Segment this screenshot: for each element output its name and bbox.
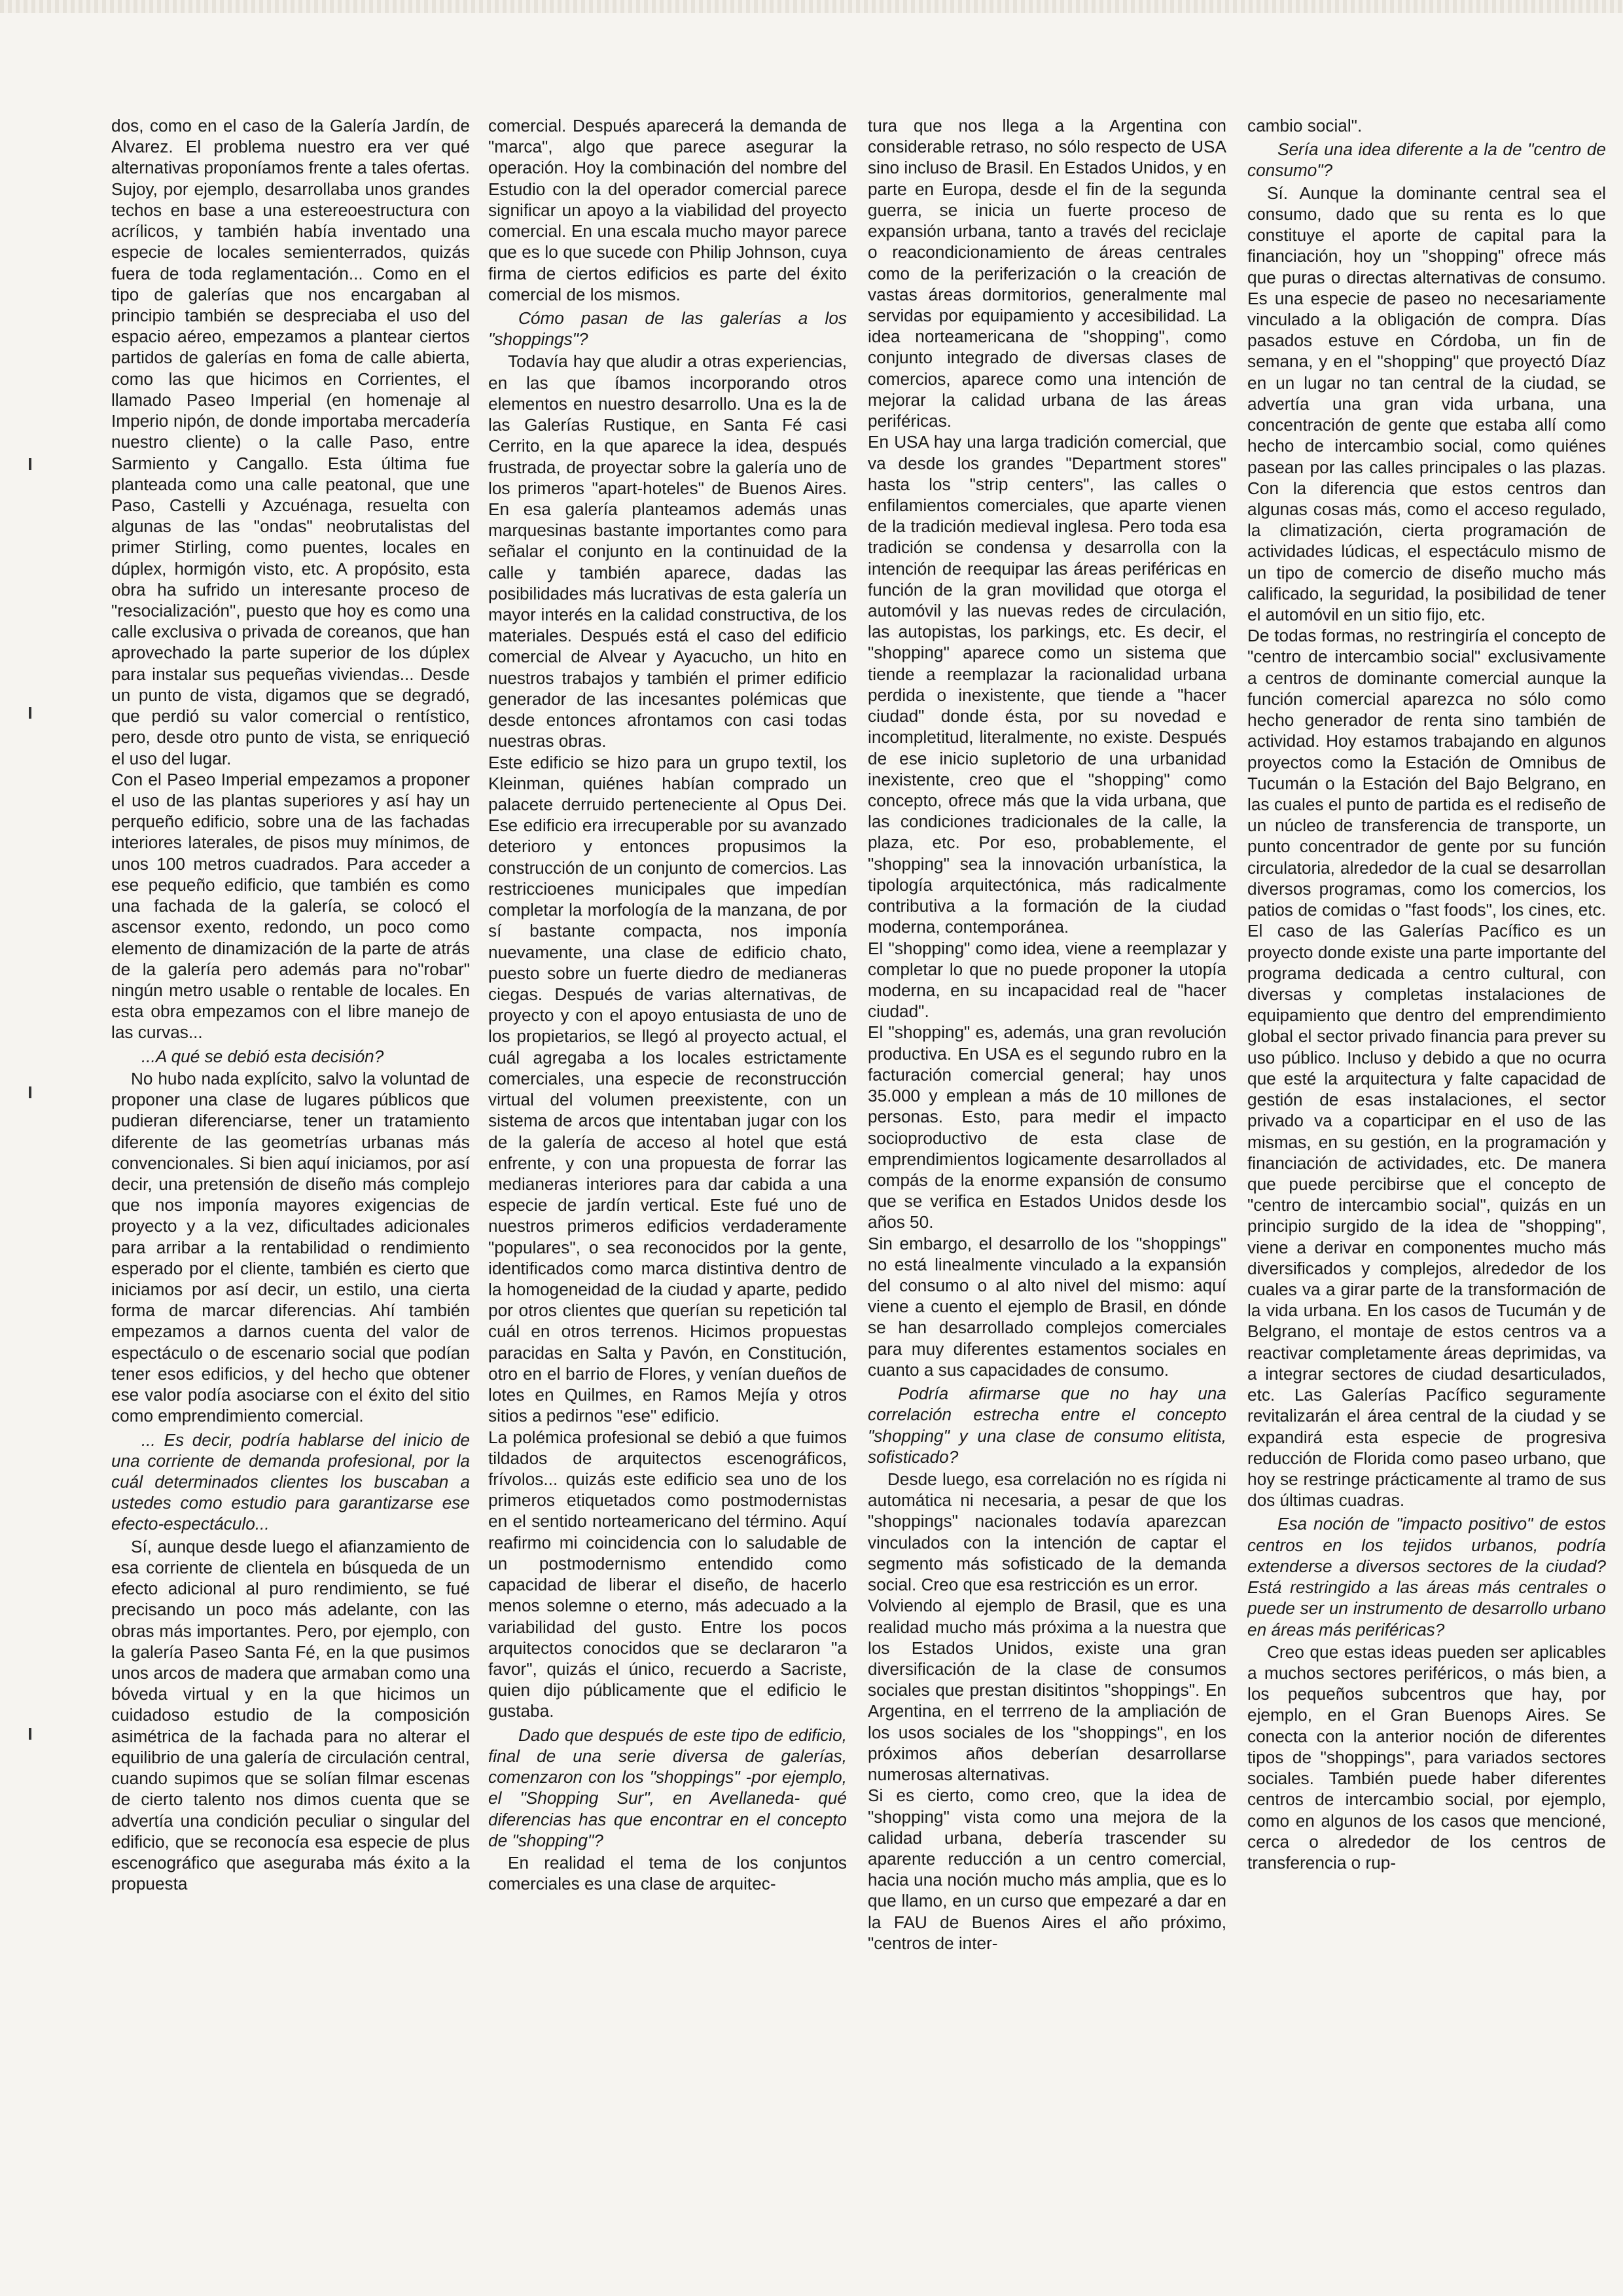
body-paragraph: Con el Paseo Imperial empezamos a proponer el uso de las plantas superiores y así hay un perqueño edificio, sobre una de las fachadas interiores laterales, de pisos muy mínimos, de unos 100 metros cuadrados. Para acceder a ese pequeño edificio, que también es como una fachada de la galería, se colocó el ascensor exento, redondo, un poco como elemento de dinamización de la parte de atrás de la galería pero además para no"robar" ningún metro usable o rentable de locales. En esta obra empezamos con el libre manejo de las curvas... [111,769,470,1043]
interview-question: Podría afirmarse que no hay una correlación estrecha entre el concepto "shopping" y una clase de consumo elitista, sofisticado? [868,1384,1226,1467]
body-paragraph: dos, como en el caso de la Galería Jardín, de Alvarez. El problema nuestro era ver qué alternativas proponíamos frente a tales ofertas. Sujoy, por ejemplo, desarrollaba unos grandes techos en base a una estereoestructura con acrílicos, y también había inventado una especie de locales semienterrados, quizás fuera de toda reglamentación... Como en el tipo de galerías que nos encargaban al principio también se despreciaba el uso del espacio aéreo, empezamos a plantear ciertos partidos de galerías en foma de calle abierta, como las que hicimos en Corrientes, el llamado Paseo Imperial (en homenaje al Imperio nipón, de donde importaba mercadería nuestro cliente) o la calle Paso, entre Sarmiento y Cangallo. Esta última fue planteada como una calle peatonal, que une Paso, Castelli y Azcuénaga, resuelta con algunas de las "ondas" neobrutalistas del primer Stirling, como puentes, locales en dúplex, hormigón visto, etc. A propósito, esta obra ha sufrido un interesante proceso de "resocialización", puesto que hoy es como una calle exclusiva o privada de coreanos, que han aprovechado la parte superior de los dúplex para instalar sus pequeñas viviendas... Desde un punto de vista, digamos que se degradó, que perdió su valor comercial o rentístico, pero, desde otro punto de vista, se enriqueció el uso del lugar. [111,116,470,768]
body-paragraph: Creo que estas ideas pueden ser aplicables a muchos sectores periféricos, o más bien, a los pequeños subcentros que hay, por ejemplo, en el Gran Buenops Aires. Se conecta con la anterior noción de diferentes tipos de "shoppings", para variados sectores sociales. También puede haber diferentes centros de intercambio social, por ejemplo, como en algunos de los casos que mencioné, cerca o alrededor de los centros de transferencia o rup- [1247,1641,1606,1873]
body-paragraph: De todas formas, no restringiría el concepto de "centro de intercambio social" exclusivamente a centros de dominante comercial aunque la función comercial aparezca no sólo como hecho generador de renta sino también de actividad. Hoy estamos trabajando en algunos proyectos como la Estación de Omnibus de Tucumán o la Estación del Bajo Belgrano, en las cuales el punto de partida es el rediseño de un núcleo de transferencia de transporte, un punto concentrador de gente por su función circulatoria, alrededor de la cual se desarrollan diversos programas, como los comercios, los patios de comidas o "fast foods", los cines, etc. El caso de las Galerías Pacífico es un proyecto donde existe una parte importante del programa dedicada a centro cultural, con diversas y completas instalaciones de equipamiento que dentro del emprendimiento global el sector privado financia para prever su uso público. Incluso y debido a que no ocurra que esté la arquitectura y falte capacidad de gestión de esas instalaciones, el sector privado va a coparticipar en el uso de las mismas, en su gestión, en la programación y financiación de actividades, etc. De manera que puede percibirse que el concepto de "centro de intercambio social", quizás en un principio surgido de la idea de "shopping", viene a derivar en componentes mucho más diversificados y complejos, alrededor de los cuales va a girar parte de la transformación de la vida urbana. En los casos de Tucumán y de Belgrano, el montaje de estos centros va a reactivar completamente áreas deprimidas, va a integrar sectores de ciudad desarticulados, etc. Las Galerías Pacífico seguramente revitalizarán el área central de la ciudad y se expandirá esta especie de progresiva reducción de Florida como paseo urbano, que hoy se restringe prácticamente al tramo de sus dos últimas cuadras. [1247,626,1606,1511]
body-paragraph: Sí. Aunque la dominante central sea el consumo, dado que su renta es lo que constituye el aporte de capital para la financiación, hoy un "shopping" ofrece más que puras o directas alternativas de consumo. Es una especie de paseo no necesariamente vinculado a la obligación de compra. Días pasados estuve en Córdoba, un fin de semana, y en el "shopping" que proyectó Díaz en un lugar no tan central de la ciudad, se advertía una gran vida urbana, una concentración de gente que estaba allí como hecho de intercambio social, como quiénes pasean por las calles principales o las plazas. Con la diferencia que estos centros dan algunas cosas más, como el acceso regulado, la climatización, cierta programación de actividades lúdicas, el espectáculo mismo de un tipo de comercio de diseño mucho más calificado, la seguridad, la posibilidad de tener el automóvil en un sitio fijo, etc. [1247,183,1606,625]
body-paragraph: Desde luego, esa correlación no es rígida ni automática ni necesaria, a pesar de que los "shoppings" nacionales todavía aparezcan vinculados con la intención de captar el segmento más sofisticado de la demanda social. Creo que esa restricción es un error. [868,1469,1226,1595]
text-column-3 [868,115,1226,2249]
body-paragraph: comercial. Después aparecerá la demanda de "marca", algo que parece asegurar la operación. Hoy la combinación del nombre del Estudio con la del operador comercial parece significar un apoyo a la viabilidad del proyecto comercial. En una escala mucho mayor parece que es lo que sucede con Philip Johnson, cuya firma de ciertos edificios es parte del éxito comercial de los mismos. [488,116,847,304]
interview-question: ... Es decir, podría hablarse del inicio de una corriente de demanda profesional, por la cuál determinados clientes los buscaban a ustedes como estudio para garantizarse ese efecto-espectáculo... [111,1429,470,1534]
text-column-4 [1247,115,1606,2249]
interview-question: Esa noción de "impacto positivo" de estos centros en los tejidos urbanos, podría extenderse a diversos sectores de la ciudad? Está restringido a las áreas más centrales o puede ser un instrumento de desarrollo urbano en áreas más periféricas? [1247,1514,1606,1640]
body-paragraph: En realidad el tema de los conjuntos comerciales es una clase de arquitec- [488,1852,847,1894]
text-column-1 [111,115,470,2249]
body-paragraph: tura que nos llega a la Argentina con considerable retraso, no sólo respecto de USA sino incluso de Brasil. En Estados Unidos, y en parte en Europa, desde el fin de la segunda guerra, se inicia un fuerte proceso de expansión urbana, tanto a través del reciclaje o reacondicionamiento de áreas centrales como de la periferización o la creación de vastas áreas dormitorios, generalmente mal servidas por equipamiento y accesibilidad. La idea norteamericana de "shopping", como conjunto integrado de diversas clases de comercios, aparece como una intención de mejorar la calidad urbana de las áreas periféricas. [868,116,1226,431]
body-paragraph: Este edificio se hizo para un grupo textil, los Kleinman, quiénes habían comprado un palacete derruido perteneciente al Opus Dei. Ese edificio era irrecuperable por su avanzado deterioro y entonces propusimos la construcción de un conjunto de comercios. Las restriccioenes municipales que impedían completar la morfología de la manzana, de por sí bastante compacta, nos imponía nuevamente, una clase de edificio chato, puesto sobre un fuerte diedro de medianeras ciegas. Después de varias alternativas, de proyecto y con el apoyo entusiasta de uno de los propietarios, se llegó al proyecto actual, el cuál agregaba a los locales estrictamente comerciales, una especie de reconstrucción virtual del volumen preexistente, con un sistema de arcos que intentaban jugar con los de la galería de acceso al hotel que está enfrente, y con una propuesta de forrar las medianeras interiores para dar cabida a una especie de jardín vertical. Este fué uno de nuestros primeros edificios verdaderamente "populares", o sea reconocidos por la gente, identificados como marca distintiva dentro de la homogeneidad de la ciudad y aparte, pedido por otros clientes que querían su repetición tal cuál en otros terrenos. Hicimos propuestas paracidas en Salta y Pavón, en Constitución, otro en el barrio de Flores, y venían dueños de lotes en Quilmes, en Ramos Mejía y otros sitios a pedirnos "ese" edificio. [488,752,847,1426]
margin-mark [29,458,31,470]
page-top-edge [0,0,1623,13]
margin-mark [29,1728,31,1740]
body-paragraph: Si es cierto, como creo, que la idea de "shopping" vista como una mejora de la calidad urbana, debería trascender su aparente reducción a un centro comercial, hacia una noción mucho más amplia, que es lo que llamo, en un curso que empezaré a dar en la FAU de Buenos Aires el año próximo, "centros de inter- [868,1785,1226,1953]
margin-mark [29,707,31,719]
interview-question: Dado que después de este tipo de edificio, final de una serie diversa de galerías, comenzaron con los "shoppings" -por ejemplo, el "Shopping Sur", en Avellaneda- qué diferencias has que encontrar en el concepto de "shopping"? [488,1725,847,1850]
body-paragraph: No hubo nada explícito, salvo la voluntad de proponer una clase de lugares públicos que pudieran diferenciarse, tener un tratamiento diferente de las geometrías urbanas más convencionales. Si bien aquí iniciamos, por así decir, una pretensión de diseño más complejo que nos imponía mayores exigencias de proyecto y a la vez, dificultades adicionales para arribar a la rentabilidad o rendimiento esperado por el cliente, también es cierto que iniciamos por así decir, un estilo, una cierta forma de marcar diferencias. Ahí también empezamos a darnos cuenta del valor de espectáculo o de escenario social que podían tener esos edificios, y del hecho que obtener ese valor podía asociarse con el éxito del sitio como emprendimiento comercial. [111,1068,470,1426]
body-paragraph: El "shopping" es, además, una gran revolución productiva. En USA es el segundo rubro en la facturación comercial general; hay unos 35.000 y emplean a más de 10 millones de personas. Esto, para medir el impacto socioproductivo de esta clase de emprendimientos logicamente desarrollados al compás de la enorme expansión de consumo que se verifica en Estados Unidos desde los años 50. [868,1022,1226,1232]
body-paragraph: Sin embargo, el desarrollo de los "shoppings" no está linealmente vinculado a la expansión del consumo o al alto nivel del mismo: aquí viene a cuento el ejemplo de Brasil, en dónde se han desarrollado complejos comerciales para muy diferentes estamentos sociales en cuanto a sus capacidades de consumo. [868,1233,1226,1380]
body-paragraph: Volviendo al ejemplo de Brasil, que es una realidad mucho más próxima a la nuestra que los Estados Unidos, existe una gran diversificación de la clase de consumos sociales que prestan disitintos "shoppings". En Argentina, en el terrreno de la ampliación de los usos sociales de los "shoppings", en los próximos años deberían desarrollarse numerosas alternativas. [868,1596,1226,1785]
body-paragraph: Sí, aunque desde luego el afianzamiento de esa corriente de clientela en búsqueda de un efecto adicional al puro rendimiento, se fué precisando un poco más adelante, con las obras más importantes. Pero, por ejemplo, con la galería Paseo Santa Fé, en la que pusimos unos arcos de madera que armaban como una bóveda virtual y en la que hicimos un cuidadoso estudio de la composición asimétrica de la fachada para no alterar el equilibrio de una galería de circulación central, cuando supimos que se solían filmar escenas de cierto talento nos dimos cuenta que se advertía una condición peculiar o singular del edificio, que se reconocía esa especie de plus escenográfico que aseguraba más éxito a la propuesta [111,1536,470,1894]
body-paragraph: El "shopping" como idea, viene a reemplazar y completar lo que no puede proponer la utopía moderna, en su incapacidad real de "hacer ciudad". [868,938,1226,1022]
interview-question: ...A qué se debió esta decisión? [141,1046,384,1066]
body-paragraph: La polémica profesional se debió a que fuimos tildados de arquitectos escenográficos, frívolos... quizás este edificio sea uno de los primeros etiquetados como postmodernistas en el sentido norteamericano del término. Aquí reafirmo mi coincidencia con lo saludable de un postmodernismo entendido como capacidad de liberar el diseño, de hacerlo menos solemne o eterno, más adecuado a la variabilidad del gusto. Entre los pocos arquitectos conocidos que se declararon "a favor", quizás el único, recuerdo a Sacriste, quien dijo públicamente que el edificio le gustaba. [488,1427,847,1721]
interview-question: Cómo pasan de las galerías a los "shoppings"? [488,308,847,350]
body-paragraph: cambio social". [1247,116,1363,135]
body-paragraph: Todavía hay que aludir a otras experiencias, en las que íbamos incorporando otros elementos en nuestro desarrollo. Una es la de las Galerías Rustique, en Santa Fé casi Cerrito, en la que aparece la idea, después frustrada, de proyectar sobre la galería uno de los primeros "apart-hoteles" de Buenos Aires. En esa galería planteamos además unas marquesinas bastante importantes como para señalar el conjunto en la continuidad de la calle y también aparece, dadas las posibilidades más lucrativas de esta galería un mayor interés en la calidad constructiva, de los materiales. Después está el caso del edificio comercial de Alvear y Ayacucho, un hito en nuestros trabajos y también el primer edificio generador de las incesantes polémicas que desde entonces afrontamos con casi todas nuestras obras. [488,351,847,751]
margin-mark [29,1086,31,1098]
interview-question: Sería una idea diferente a la de "centro de consumo"? [1247,139,1606,181]
text-column-2 [488,115,847,2249]
body-paragraph: En USA hay una larga tradición comercial, que va desde los grandes "Department stores" hasta los "strip centers", las calles o enfilamientos comerciales, que aparte vienen de la tradición medieval inglesa. Pero toda esa tradición se condensa y desarrolla con la intención de reequipar las áreas periféricas en función de la gran movilidad que otorga el automóvil y las nuevas redes de circulación, las autopistas, los parkings, etc. Es decir, el "shopping" aparece como un sistema que tiende a reemplazar la racionalidad urbana perdida o inexistente, que tiende a "hacer ciudad" donde ésta, por su novedad e incompletitud, literalmente, no existe. Después de ese inicio supletorio de una urbanidad inexistente, creo que el "shopping" como concepto, ofrece más que la vida urbana, que las condiciones tradicionales de la calle, la plaza, etc. Por eso, probablemente, el "shopping" sea la innovación urbanística, la tipología arquitectónica, más radicalmente contributiva a la formación de la ciudad moderna, contemporánea. [868,432,1226,937]
